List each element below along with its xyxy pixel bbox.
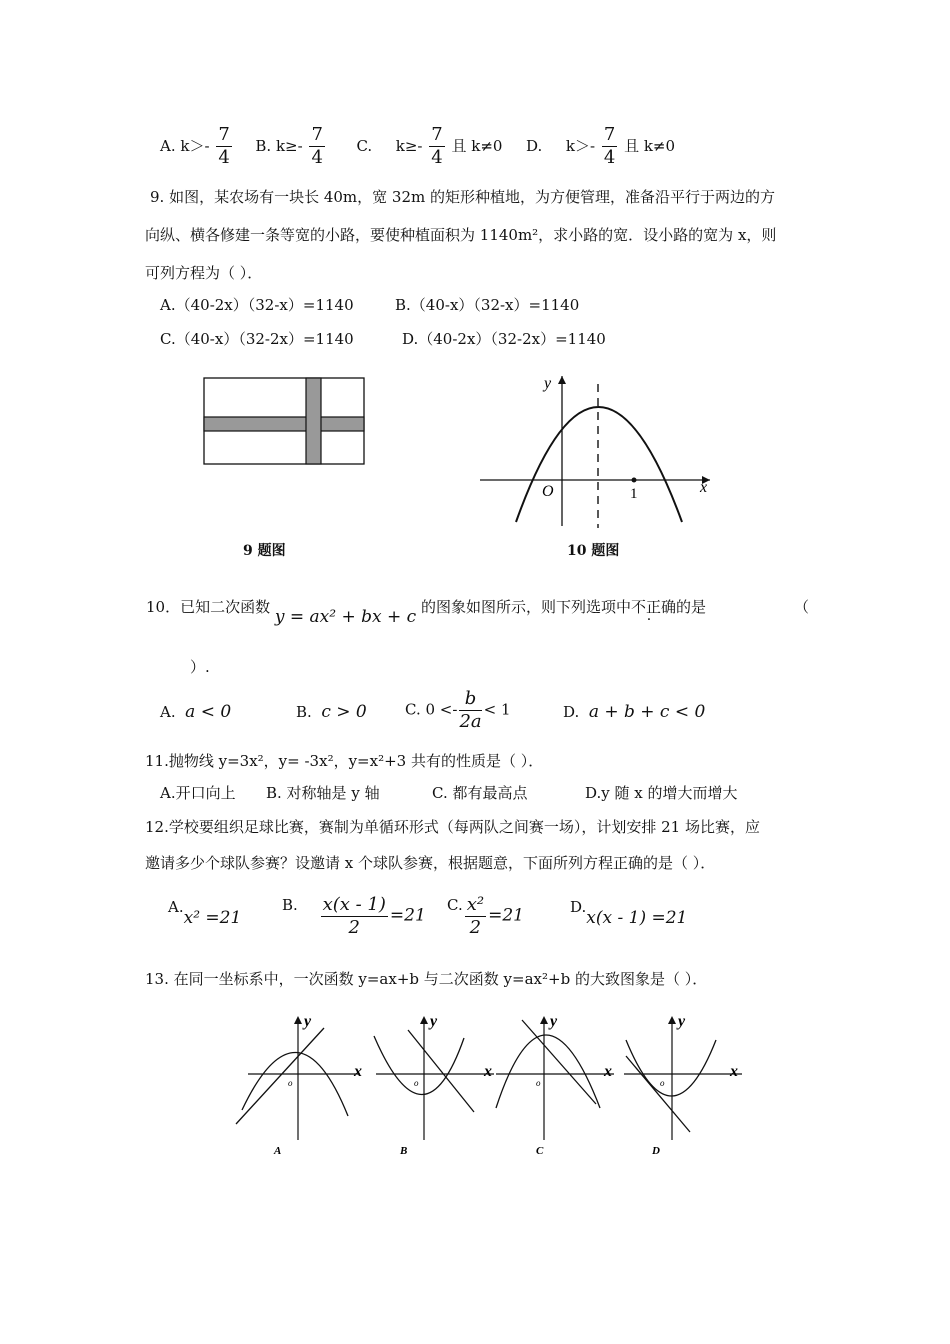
q9-line3: 可列方程为（ ）． (145, 264, 263, 282)
q11-option-b[interactable]: B. 对称轴是 y 轴 (266, 784, 380, 802)
svg-text:y: y (304, 1013, 312, 1030)
svg-text:o: o (660, 1078, 665, 1088)
q10-paren-open: （ (794, 598, 810, 616)
svg-text:x: x (604, 1063, 612, 1080)
q8-option-a[interactable]: A. k＞- $\frac{7}{4}$ (160, 124, 230, 168)
q9-option-d[interactable]: D.（40-2x）（32-2x）=1140 (402, 330, 606, 348)
q9-figure-caption: 9 题图 (243, 543, 286, 559)
svg-text:o: o (414, 1078, 419, 1088)
fraction: $\frac{b}{2a}$ (459, 688, 482, 732)
svg-text:o: o (288, 1078, 293, 1088)
parabola (516, 407, 682, 522)
origin-label: O (542, 483, 554, 500)
svg-text:o: o (536, 1078, 541, 1088)
q9-line1: 9. 如图，某农场有一块长 40m，宽 32m 的矩形种植地，为方便管理，准备沿平行于两边的方 (150, 188, 776, 206)
svg-text:x: x (484, 1063, 492, 1080)
q8-option-d[interactable]: D. k＞- $\frac{7}{4}$ 且 k≠0 (526, 124, 676, 168)
q13-graph-d[interactable] (620, 1012, 750, 1162)
y-axis-label: y (544, 375, 552, 392)
q11-option-c[interactable]: C. 都有最高点 (432, 784, 528, 802)
q13-stem: 13. 在同一坐标系中，一次函数 y=ax+b 与二次函数 y=ax²+b 的大致图象是（ ）． (145, 970, 708, 988)
q10-option-c[interactable]: C. 0 <- $\frac{b}{2a}$ < 1 (405, 688, 511, 732)
q9-figure (203, 377, 366, 467)
fraction: $\frac{7}{4}$ (603, 124, 616, 168)
q9-line2: 向纵、横各修建一条等宽的小路，要使种植面积为 1140m²，求小路的宽．设小路的宽为 x，则 (145, 226, 777, 244)
svg-text:B: B (400, 1145, 408, 1157)
q10-option-b[interactable]: B. c > 0 (296, 702, 367, 722)
q10-option-a[interactable]: A. a < 0 (160, 702, 232, 722)
q9-option-c[interactable]: C.（40-x）（32-2x）=1140 (160, 330, 354, 348)
q8-options (160, 126, 675, 167)
svg-text:x: x (730, 1063, 738, 1080)
fraction: $\frac{x(x - 1)}{2}$ (322, 894, 386, 938)
q10-formula: y = ax² + bx + c (274, 607, 417, 627)
q9-option-b[interactable]: B.（40-x）（32-x）=1140 (395, 296, 580, 314)
q12-option-a[interactable]: A.x² =21 (168, 898, 242, 928)
x-axis-label: x (700, 479, 708, 496)
svg-text:y: y (678, 1013, 686, 1030)
q13-graph-c[interactable] (492, 1012, 622, 1162)
fraction: $\frac{\text{x²}}{2}$ (466, 894, 485, 938)
fraction: $\frac{7}{4}$ (431, 124, 443, 168)
q13-graph-b[interactable] (372, 1012, 502, 1162)
q12-option-c[interactable]: C. $\frac{\text{x²}}{2}$ =21 (447, 894, 524, 938)
q10-figure-caption: 10 题图 (567, 543, 620, 559)
svg-text:y: y (550, 1013, 558, 1030)
q11-option-a[interactable]: A.开口向上 (160, 784, 236, 802)
svg-text:x: x (354, 1063, 362, 1080)
one-label: 1 (630, 486, 638, 502)
q12-line1: 12.学校要组织足球比赛，赛制为单循环形式（每两队之间赛一场），计划安排 21 场比赛，应 (145, 818, 760, 836)
q10-option-d[interactable]: D. a + b + c < 0 (563, 702, 706, 722)
fraction: $\frac{7}{4}$ (218, 124, 230, 168)
q11-option-d[interactable]: D.y 随 x 的增大而增大 (585, 784, 738, 802)
svg-text:y: y (430, 1013, 438, 1030)
q8-option-b[interactable]: B. k≥- $\frac{7}{4}$ (255, 124, 323, 168)
svg-text:C: C (536, 1145, 544, 1157)
q10-figure (478, 372, 718, 532)
q10-stem: 10．已知二次函数 y = ax² + bx + c 的图象如图所示，则下列选项中不正确的是 (146, 598, 706, 627)
q9-option-a[interactable]: A.（40-2x）（32-x）=1140 (160, 296, 354, 314)
q12-line2: 邀请多少个球队参赛？设邀请 x 个球队参赛，根据题意，下面所列方程正确的是（ ）． (145, 854, 716, 872)
q11-stem: 11.抛物线 y=3x²，y= -3x²，y=x²+3 共有的性质是（ ）． (145, 752, 544, 770)
q12-option-b[interactable]: B. $\frac{x(x - 1)}{2}$ =21 (282, 894, 426, 938)
q13-graph-a[interactable] (228, 1012, 368, 1162)
q10-paren-close: ）. (190, 658, 210, 676)
svg-text:D: D (652, 1145, 660, 1157)
svg-text:A: A (274, 1145, 282, 1157)
q8-option-c[interactable]: C. k≥- $\frac{7}{4}$ 且 k≠0 (356, 124, 503, 168)
fraction: $\frac{7}{4}$ (311, 124, 323, 168)
q12-option-d[interactable]: D.x(x - 1) =21 (570, 898, 688, 928)
